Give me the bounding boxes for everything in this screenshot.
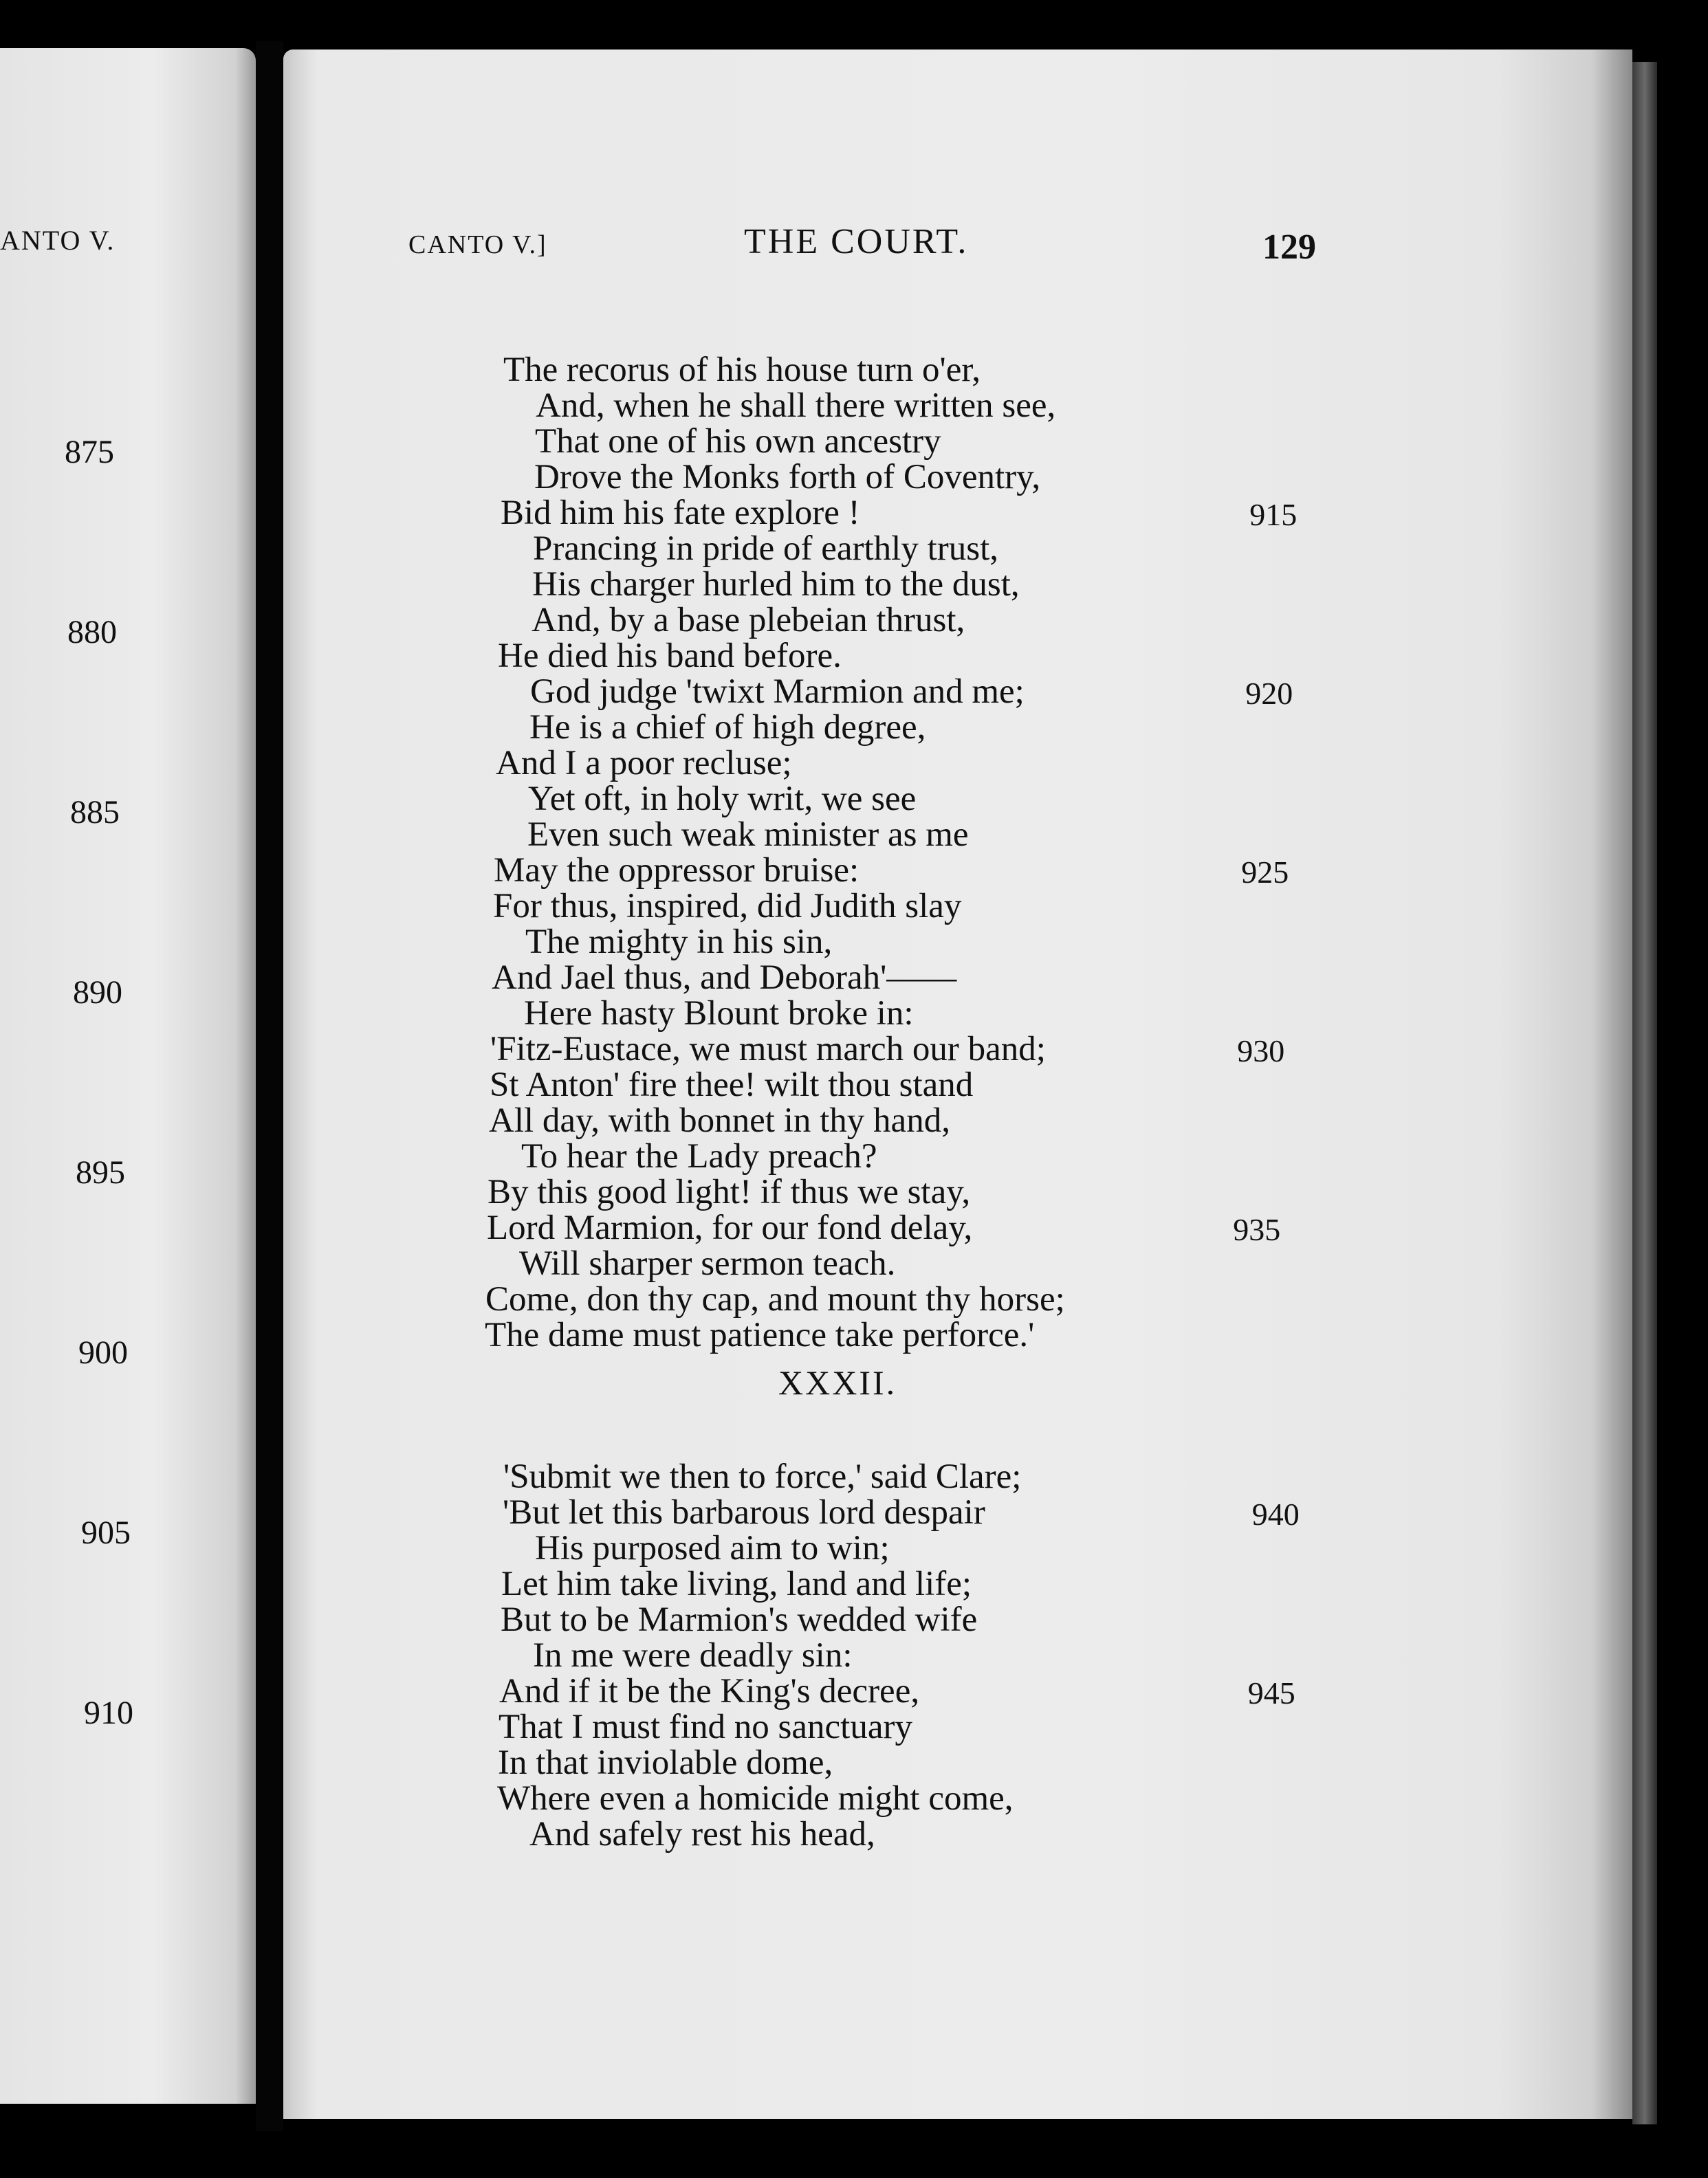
verse-line: He is a chief of high degree, — [529, 708, 926, 747]
line-number: 945 — [1247, 1675, 1295, 1710]
verse-line: And Jael thus, and Deborah'—— — [492, 958, 957, 997]
left-line-number: 910 — [84, 1695, 133, 1731]
left-line-number: 885 — [70, 794, 120, 830]
verse-line: And I a poor recluse; — [496, 744, 792, 782]
verse-line: But to be Marmion's wedded wife — [501, 1600, 978, 1639]
verse-line: To hear the Lady preach? — [521, 1137, 877, 1176]
verse-line: And, when he shall there written see, — [536, 386, 1056, 425]
verse-line: Let him take living, land and life; — [501, 1565, 972, 1603]
verse-line: In that inviolable dome, — [498, 1744, 833, 1782]
page-number: 129 — [1262, 228, 1316, 267]
verse-line: Even such weak minister as me — [527, 815, 969, 854]
verse-line: His purposed aim to win; — [535, 1529, 890, 1568]
left-line-number: 900 — [78, 1334, 128, 1371]
verse-line: 'But let this barbarous lord despair — [503, 1493, 985, 1532]
section-heading: XXXII. — [778, 1363, 897, 1402]
verse-line: The recorus of his house turn o'er, — [503, 351, 981, 389]
left-line-number: 905 — [81, 1515, 131, 1551]
line-number: 935 — [1233, 1212, 1281, 1247]
left-page — [0, 48, 256, 2104]
left-line-number: 875 — [65, 434, 114, 470]
verse-line: That one of his own ancestry — [535, 422, 941, 461]
verse-line: Here hasty Blount broke in: — [524, 994, 914, 1033]
verse-line: The mighty in his sin, — [525, 923, 833, 961]
line-number: 925 — [1241, 855, 1289, 890]
line-number: 920 — [1245, 676, 1293, 711]
verse-line: He died his band before. — [498, 637, 842, 675]
line-number: 940 — [1251, 1497, 1300, 1532]
right-page — [283, 50, 1632, 2119]
running-head-title: THE COURT. — [744, 222, 969, 261]
verse-line: By this good light! if thus we stay, — [488, 1173, 971, 1211]
verse-line: His charger hurled him to the dust, — [532, 565, 1020, 604]
verse-line: St Anton' fire thee! wilt thou stand — [490, 1066, 974, 1104]
verse-line: In me were deadly sin: — [533, 1636, 853, 1675]
line-number: 930 — [1237, 1033, 1285, 1068]
left-line-number: 880 — [67, 614, 117, 650]
verse-line: Lord Marmion, for our fond delay, — [487, 1209, 973, 1247]
verse-line: And if it be the King's decree, — [499, 1672, 920, 1710]
line-number: 915 — [1249, 497, 1298, 532]
verse-line: Come, don thy cap, and mount thy horse; — [485, 1280, 1065, 1319]
running-head-canto: CANTO V.] — [408, 230, 547, 259]
verse-line: God judge 'twixt Marmion and me; — [530, 672, 1025, 711]
verse-line: And safely rest his head, — [529, 1815, 875, 1854]
verse-line: 'Submit we then to force,' said Clare; — [503, 1458, 1022, 1496]
verse-line: Will sharper sermon teach. — [519, 1244, 896, 1283]
verse-line: Drove the Monks forth of Coventry, — [534, 458, 1041, 496]
verse-line: May the oppressor bruise: — [494, 851, 860, 890]
verse-line: 'Fitz-Eustace, we must march our band; — [490, 1030, 1046, 1068]
verse-line: That I must find no sanctuary — [499, 1708, 912, 1746]
book-gutter — [256, 41, 283, 2131]
verse-line: Bid him his fate explore ! — [501, 494, 860, 532]
verse-line: And, by a base plebeian thrust, — [532, 601, 965, 639]
verse-line: For thus, inspired, did Judith slay — [493, 887, 962, 925]
verse-line: Prancing in pride of earthly trust, — [533, 529, 998, 568]
verse-line: All day, with bonnet in thy hand, — [489, 1101, 950, 1140]
verse-line: Yet oft, in holy writ, we see — [528, 780, 917, 818]
left-line-number: 890 — [73, 974, 122, 1011]
verse-line: The dame must patience take perforce.' — [485, 1316, 1035, 1354]
verse-line: Where even a homicide might come, — [497, 1779, 1014, 1818]
left-running-head: ANTO V. — [0, 225, 116, 256]
page-edge — [1632, 62, 1657, 2124]
left-line-number: 895 — [76, 1154, 125, 1191]
